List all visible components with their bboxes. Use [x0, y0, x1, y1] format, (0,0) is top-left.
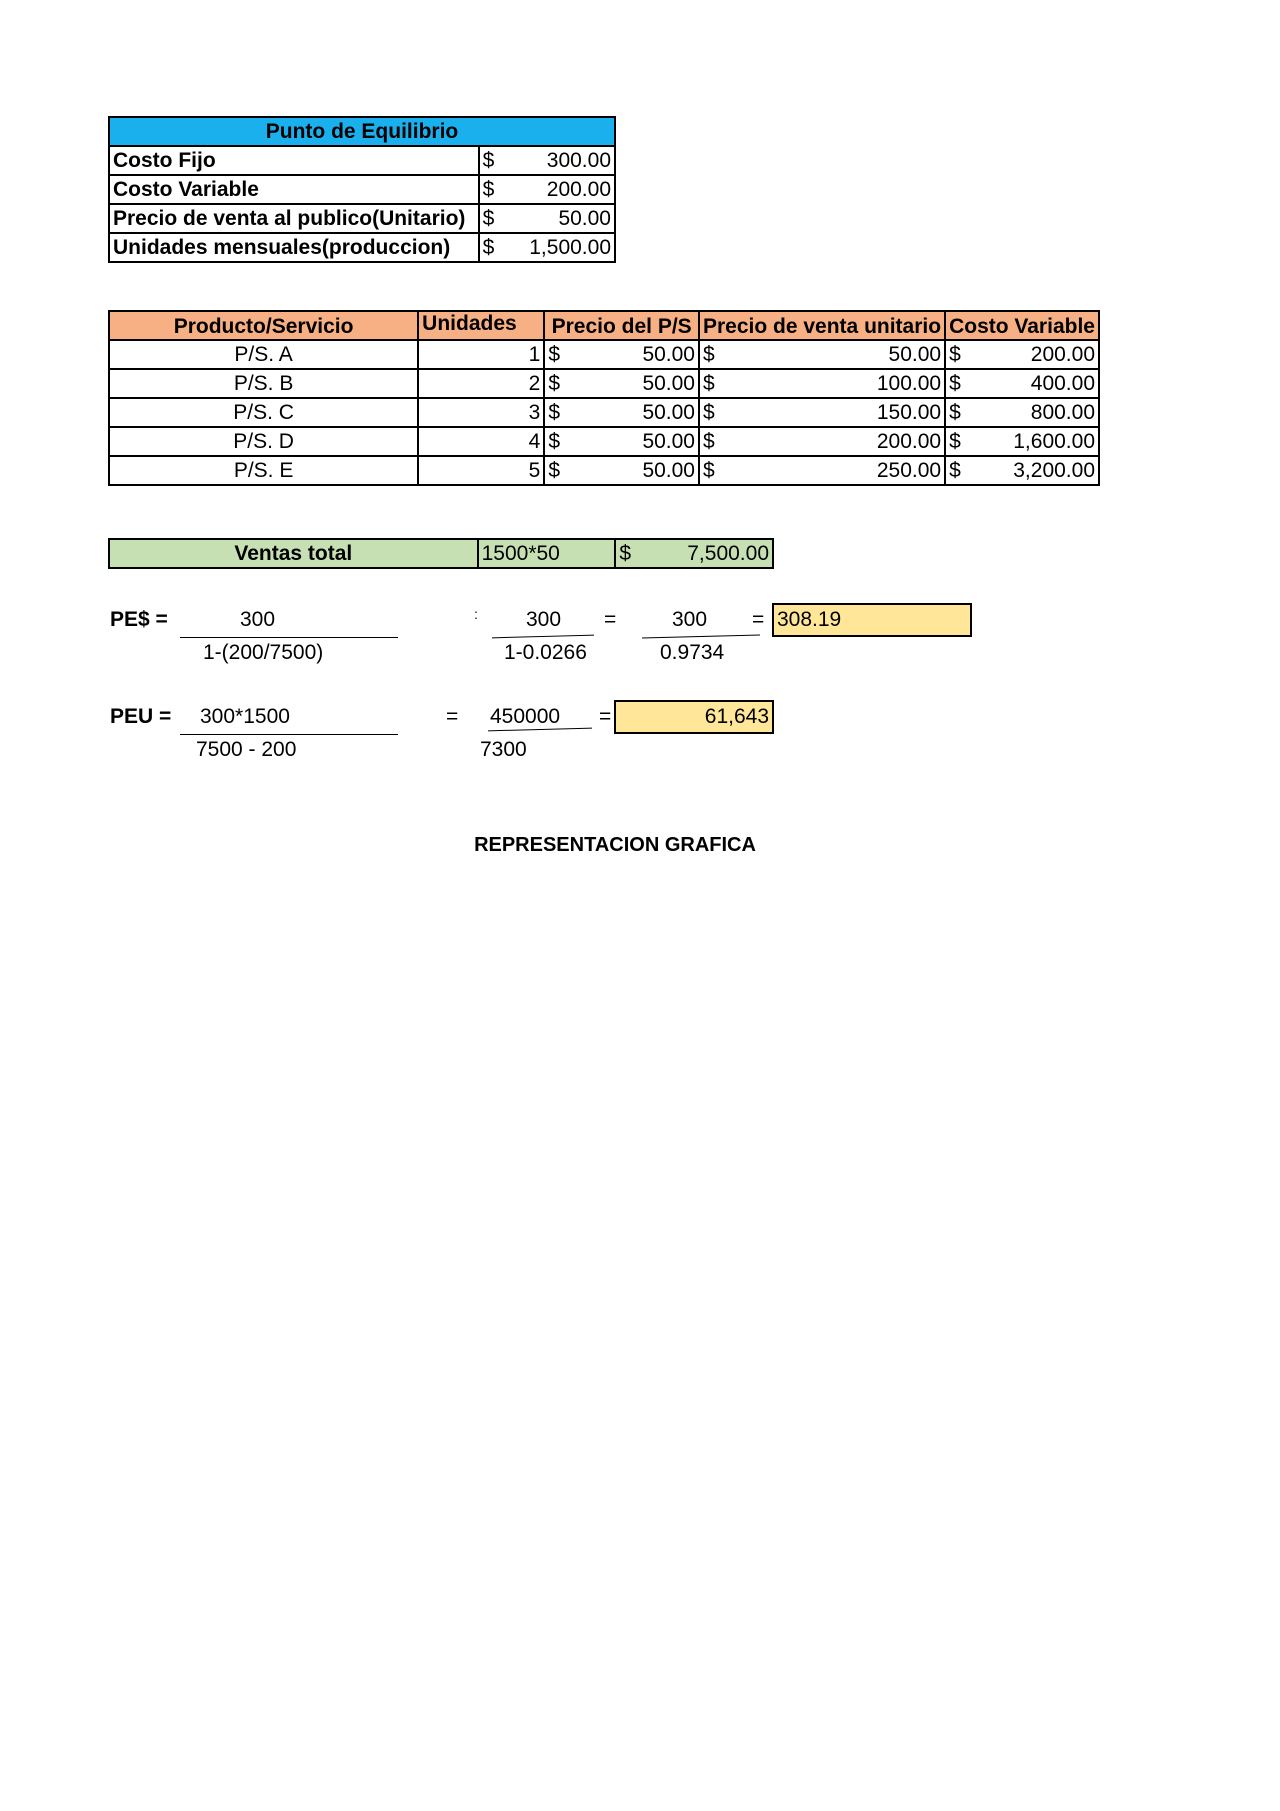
peu-eq-2: = [599, 705, 612, 728]
table-row [109, 398, 1099, 427]
unit-price-cell [699, 369, 945, 398]
product-price: 50.00 [642, 458, 695, 482]
peu-result: 61,643 [614, 700, 774, 734]
sales-value: 7,500.00 [687, 541, 769, 565]
summary-label: Costo Variable [109, 175, 479, 204]
price-cell [544, 340, 699, 369]
currency-symbol: $ [703, 371, 715, 395]
product-price: 50.00 [642, 429, 695, 453]
currency-symbol: $ [949, 342, 961, 366]
currency-symbol: $ [548, 342, 561, 366]
currency-symbol: $ [703, 458, 715, 482]
currency-symbol: $ [703, 429, 715, 453]
currency-symbol: $ [482, 177, 495, 201]
product-price: 50.00 [642, 342, 695, 366]
unit-price-cell [699, 340, 945, 369]
peu-eq-1: = [446, 705, 459, 728]
product-unit-price: 150.00 [876, 400, 942, 424]
peu-den-2: 7300 [480, 738, 527, 761]
currency-symbol: $ [949, 429, 961, 453]
summary-row [109, 175, 615, 204]
pe-den-2: 1-0.0266 [504, 641, 587, 664]
currency-symbol: $ [482, 148, 495, 172]
summary-value-cell [479, 204, 615, 233]
product-units: 3 [418, 398, 544, 427]
sales-total-label: Ventas total [109, 539, 478, 568]
currency-symbol: $ [482, 235, 495, 259]
var-cost-cell [945, 340, 1099, 369]
currency-symbol: $ [548, 371, 561, 395]
summary-value: 50.00 [558, 206, 611, 230]
product-name: P/S. E [109, 456, 418, 485]
pe-sep-1: : [474, 606, 478, 622]
product-var-cost: 200.00 [1030, 342, 1095, 366]
fraction-line [180, 734, 398, 735]
summary-value: 300.00 [546, 148, 611, 172]
var-cost-cell [945, 427, 1099, 456]
pe-num-1: 300 [240, 608, 276, 631]
summary-label: Precio de venta al publico(Unitario) [109, 204, 479, 233]
peu-num-2: 450000 [490, 705, 561, 728]
summary-value-cell [479, 233, 615, 262]
currency-symbol: $ [619, 541, 631, 565]
product-unit-price: 200.00 [876, 429, 942, 453]
sales-value-cell [615, 539, 773, 568]
pe-den-1: 1-(200/7500) [203, 641, 324, 664]
price-cell [544, 427, 699, 456]
product-units: 4 [418, 427, 544, 456]
unit-price-cell [699, 456, 945, 485]
peu-num-1: 300*1500 [200, 705, 290, 728]
product-units: 5 [418, 456, 544, 485]
pe-eq-2: = [604, 608, 617, 631]
unit-price-cell [699, 427, 945, 456]
pe-num-2: 300 [526, 608, 562, 631]
currency-symbol: $ [548, 429, 561, 453]
product-name: P/S. A [109, 340, 418, 369]
header-unit-price: Precio de venta unitario [699, 311, 945, 340]
section-title: REPRESENTACION GRAFICA [474, 834, 756, 856]
summary-value-cell [479, 146, 615, 175]
var-cost-cell [945, 456, 1099, 485]
product-name: P/S. C [109, 398, 418, 427]
price-cell [544, 398, 699, 427]
product-price: 50.00 [642, 371, 695, 395]
currency-symbol: $ [703, 400, 715, 424]
table-row [109, 456, 1099, 485]
product-var-cost: 800.00 [1030, 400, 1095, 424]
currency-symbol: $ [548, 458, 561, 482]
currency-symbol: $ [703, 342, 715, 366]
summary-row [109, 146, 615, 175]
pe-dollars-result: 308.19 [772, 603, 972, 637]
price-cell [544, 369, 699, 398]
currency-symbol: $ [482, 206, 495, 230]
table-row [109, 369, 1099, 398]
summary-label: Unidades mensuales(produccion) [109, 233, 479, 262]
summary-table [108, 116, 616, 263]
product-unit-price: 50.00 [888, 342, 942, 366]
sales-total-row [109, 539, 773, 568]
price-cell [544, 456, 699, 485]
pe-eq-3: = [752, 608, 765, 631]
currency-symbol: $ [548, 400, 561, 424]
sales-formula: 1500*50 [478, 539, 616, 568]
peu-label: PEU = [110, 705, 172, 728]
product-unit-price: 100.00 [876, 371, 942, 395]
peu-den-1: 7500 - 200 [196, 738, 297, 761]
summary-row [109, 233, 615, 262]
product-name: P/S. B [109, 369, 418, 398]
fraction-line [492, 635, 594, 639]
product-units: 2 [418, 369, 544, 398]
product-var-cost: 3,200.00 [1013, 458, 1095, 482]
header-price: Precio del P/S [544, 311, 699, 340]
currency-symbol: $ [949, 400, 961, 424]
table-row [109, 340, 1099, 369]
product-unit-price: 250.00 [876, 458, 942, 482]
pe-dollars-label: PE$ = [110, 608, 168, 631]
summary-row [109, 204, 615, 233]
products-table [108, 310, 1100, 486]
product-var-cost: 400.00 [1030, 371, 1095, 395]
header-variable-cost: Costo Variable [945, 311, 1099, 340]
products-header-row [109, 311, 1099, 340]
summary-value: 200.00 [546, 177, 611, 201]
product-price: 50.00 [642, 400, 695, 424]
summary-value: 1,500.00 [529, 235, 611, 259]
var-cost-cell [945, 369, 1099, 398]
header-units: Unidades [418, 311, 544, 340]
fraction-line [642, 634, 760, 638]
currency-symbol: $ [949, 371, 961, 395]
unit-price-cell [699, 398, 945, 427]
summary-title: Punto de Equilibrio [109, 117, 615, 146]
product-name: P/S. D [109, 427, 418, 456]
product-units: 1 [418, 340, 544, 369]
fraction-line [180, 637, 398, 638]
summary-value-cell [479, 175, 615, 204]
pe-den-3: 0.9734 [660, 641, 725, 664]
currency-symbol: $ [949, 458, 961, 482]
header-product: Producto/Servicio [109, 311, 418, 340]
table-row [109, 427, 1099, 456]
var-cost-cell [945, 398, 1099, 427]
pe-num-3: 300 [672, 608, 708, 631]
product-var-cost: 1,600.00 [1013, 429, 1095, 453]
summary-label: Costo Fijo [109, 146, 479, 175]
sales-total-table [108, 538, 774, 569]
